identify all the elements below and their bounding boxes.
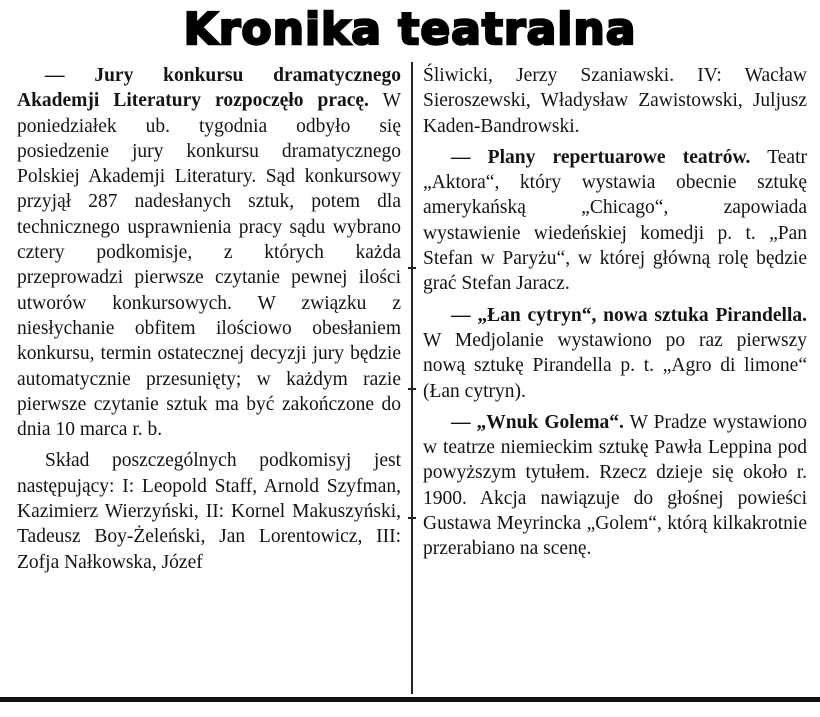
right-column — [423, 63, 807, 562]
page-title: Kronika teatralna — [183, 4, 637, 55]
article-jury — [17, 63, 401, 442]
article-pirandello-body: W Medjolanie wystawiono po raz pierwszy nową sztukę Pirandella p. t. „Agro di limone“ (Łan cytryn). — [423, 329, 807, 402]
article-jury-continued — [423, 63, 807, 139]
article-pirandello-heading: — „Łan cytryn“, nowa sztuka Pirandella. — [451, 304, 807, 326]
article-golem-heading: — „Wnuk Golema“. — [451, 411, 624, 433]
article-golem — [423, 410, 807, 562]
article-repertoire — [423, 145, 807, 297]
column-divider — [411, 62, 413, 694]
article-jury-committees-body: Skład poszczególnych podkomisyj jest następujący: I: Leopold Staff, Arnold Szyfman, Kazimierz Wierzyński, II: Kornel Makuszyński, Tadeusz Boy-Żeleński, Jan Lorentowicz, III: Zofja Nałkowska, Józef — [17, 450, 401, 573]
article-jury-body: W poniedziałek ub. tygodnia odbyło się posiedzenie jury konkursu dramatycznego Polskiej Akademji Literatury. Sąd konkursowy przyjął 287 nadesłanych sztuk, potem dla technicznego usprawnienia pracy sądu wybrano cztery podkomisje, z których każda przeprowadzi pierwsze czytanie pewnej ilości utworów konkursowych. W związku z niesłychanie obfitem ilościowo obesłaniem konkursu, termin ostatecznej decyzji jury będzie automatycznie przesunięty; w każdym razie pierwsze czytanie sztuk ma być zakończone do dnia 10 marca r. b. — [17, 90, 401, 441]
article-golem-body: W Pradze wystawiono w teatrze niemieckim sztukę Pawła Leppina pod powyższym tytułem. Rzecz dzieje się około r. 1900. Akcja nawiązuje do głośnej powieści Gustawa Meyrincka „Golem“, którą kilkakrotnie przerabiano na scenę. — [423, 411, 807, 560]
bottom-rule — [0, 697, 820, 702]
article-jury-committees — [17, 448, 401, 574]
article-jury-heading: — Jury konkursu dramatycznego Akademji Literatury rozpoczęło pracę. — [17, 65, 401, 112]
left-column — [17, 63, 401, 575]
article-repertoire-body: Teatr „Aktora“, który wystawia obecnie sztukę amerykańską „Chicago“, zapowiada wystawienie wiedeńskiej komedji p. t. „Pan Stefan w Paryżu“, w której główną rolę będzie grać Stefan Jaracz. — [423, 146, 807, 295]
article-jury-continued-body: Śliwicki, Jerzy Szaniawski. IV: Wacław Sieroszewski, Władysław Zawistowski, Juljusz Kaden-Bandrowski. — [423, 65, 807, 137]
article-pirandello — [423, 303, 807, 404]
article-repertoire-heading: — Plany repertuarowe teatrów. — [451, 146, 751, 168]
